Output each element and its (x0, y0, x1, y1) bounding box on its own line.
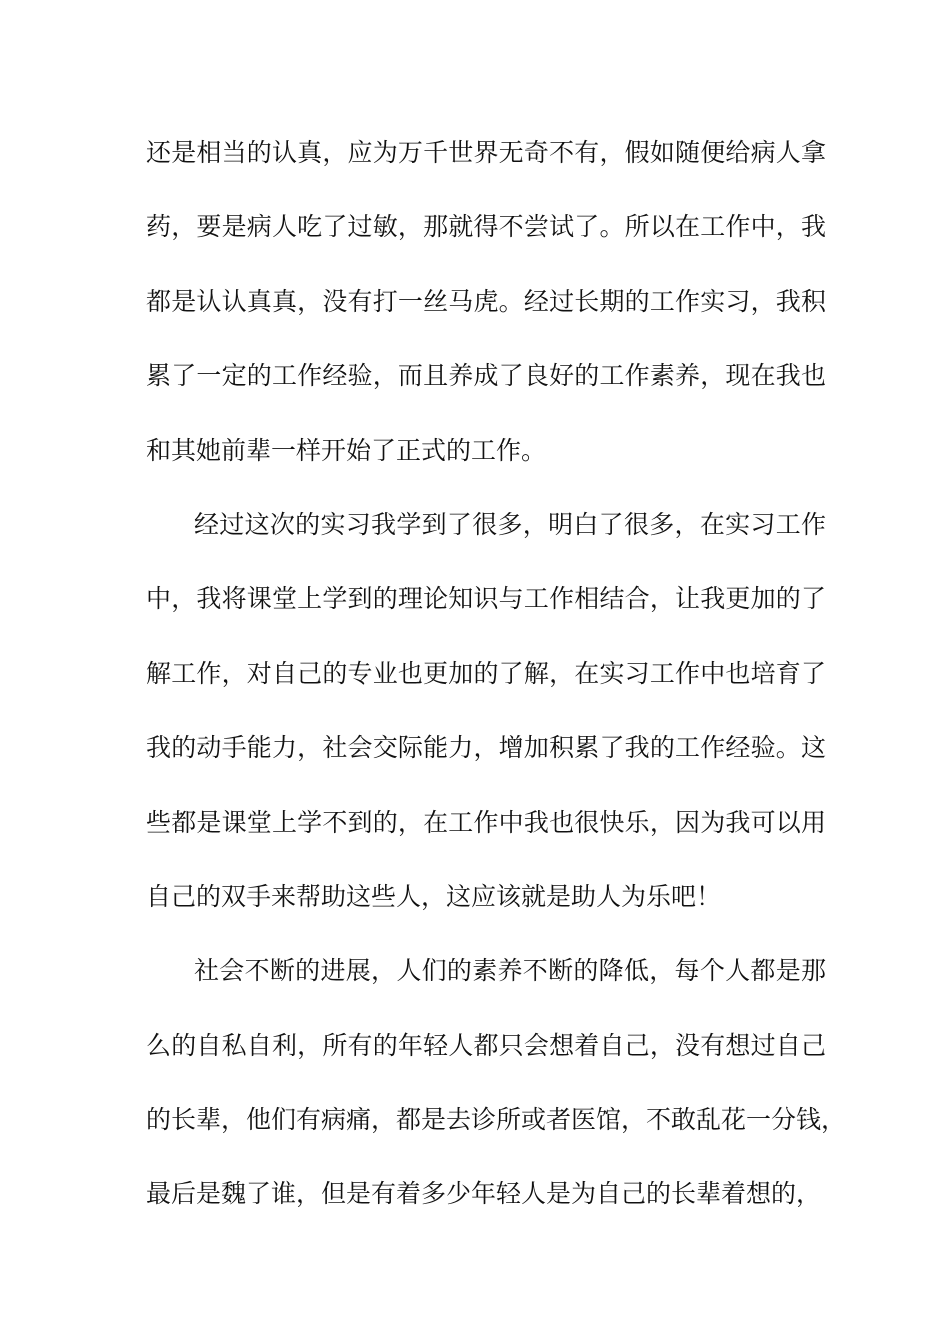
document-body (146, 130, 847, 1246)
paragraph-first-line: 经过这次的实习我学到了很多，明白了很多，在实习工作 (194, 509, 826, 539)
text-line: 还是相当的认真，应为万千世界无奇不有，假如随便给病人拿 (146, 138, 826, 167)
text-line: 都是认认真真，没有打一丝马虎。经过长期的工作实习，我积 (146, 286, 826, 316)
text-line: 我的动手能力，社会交际能力，增加积累了我的工作经验。这 (146, 733, 826, 763)
text-line: 的长辈，他们有病痛，都是去诊所或者医馆，不敢乱花一分钱， (146, 1105, 847, 1135)
text-line: 自己的双手来帮助这些人，这应该就是助人为乐吧！ (146, 881, 722, 911)
text-line: 最后是魏了谁，但是有着多少年轻人是为自己的长辈着想的， (146, 1179, 822, 1209)
text-line: 么的自私自利，所有的年轻人都只会想着自己，没有想过自己 (146, 1030, 826, 1060)
text-line: 和其她前辈一样开始了正式的工作。 (146, 435, 547, 465)
text-line: 累了一定的工作经验，而且养成了良好的工作素养，现在我也 (146, 361, 826, 391)
paragraph-first-line: 社会不断的进展，人们的素养不断的降低，每个人都是那 (194, 956, 826, 986)
text-line: 解工作，对自己的专业也更加的了解，在实习工作中也培育了 (146, 658, 826, 688)
text-line: 药，要是病人吃了过敏，那就得不尝试了。所以在工作中，我 (146, 212, 826, 242)
text-line: 中，我将课堂上学到的理论知识与工作相结合，让我更加的了 (146, 584, 826, 614)
text-line: 些都是课堂上学不到的，在工作中我也很快乐，因为我可以用 (146, 807, 826, 837)
